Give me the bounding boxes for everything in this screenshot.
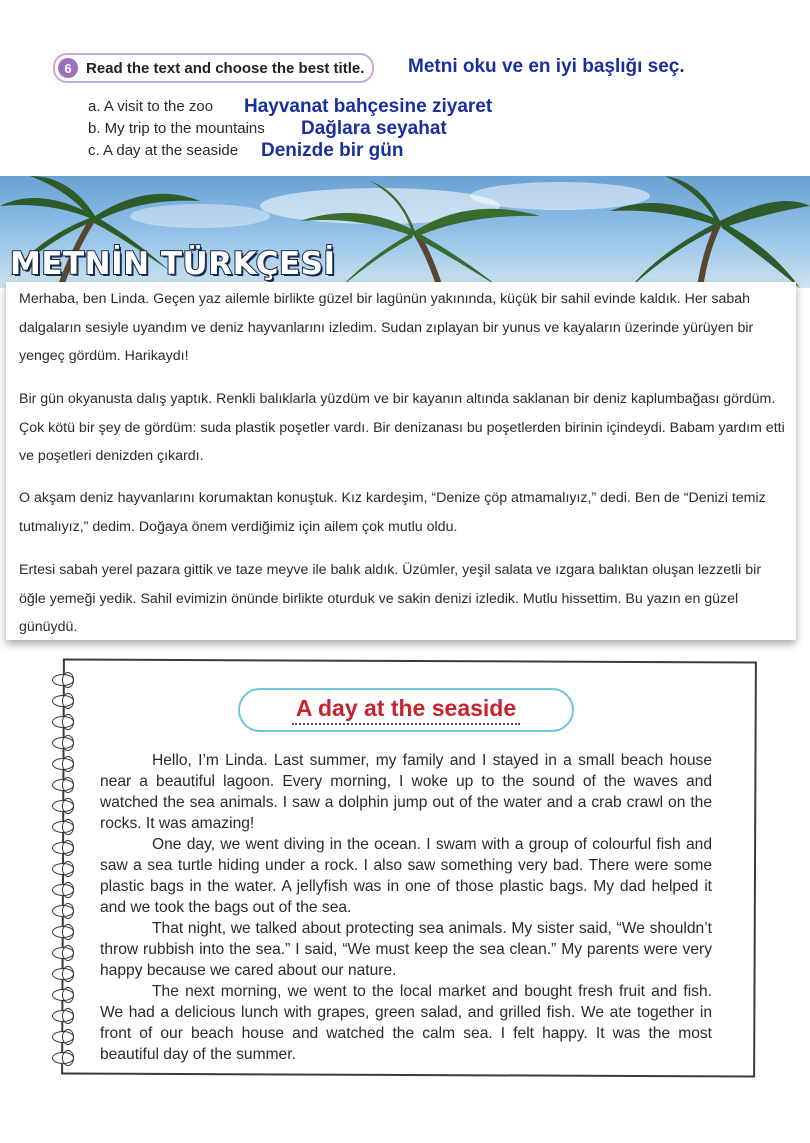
option-a[interactable]: a. A visit to the zoo — [88, 98, 214, 115]
banner-title: METNİN TÜRKÇESİ — [10, 246, 336, 282]
turkish-paragraph: Ertesi sabah yerel pazara gittik ve taze meyve ile balık aldık. Üzümler, yeşil salata ve ızgara balıktan oluşan lezzetli bir öğle yemeği yedik. Sahil evimizin önünde birlikte oturduk ve sakin denizi izledik. Mutlu hissettim. Bu yazın en güzel günüydü. — [19, 562, 762, 635]
turkish-paragraph: O akşam deniz hayvanlarını korumaktan konuştuk. Kız kardeşim, “Denize çöp atmamalıyız,” dedi. Ben de “Denizi temiz tutmalıyız,” dedim. Doğaya önem verdiğimiz için ailem çok mutlu oldu. — [19, 490, 766, 535]
option-b-translation: Dağlara seyahat — [301, 118, 447, 139]
question-instruction: Read the text and choose the best title. — [86, 59, 365, 77]
question-instruction-translation: Metni oku ve en iyi başlığı seç. — [408, 56, 685, 77]
english-paragraph: One day, we went diving in the ocean. I swam with a group of colourful fish and saw a sea turtle hiding under a rock. I also saw something very bad. There were some plastic bags in the water. A jellyfish was in one of those plastic bags. My dad helped it and we took the bags out of the sea. — [100, 836, 712, 916]
story-title-pill — [238, 688, 574, 732]
turkish-paragraph: Merhaba, ben Linda. Geçen yaz ailemle birlikte güzel bir lagünün yakınında, küçük bir sahil evinde kaldık. Her sabah dalgaların sesiyle uyandım ve deniz hayvanlarını izledim. Sudan zıplayan bir yunus ve kayaların üzerinde yürüyen bir yengeç gördüm. Harikaydı! — [19, 291, 754, 364]
question-number-badge: 6 — [58, 58, 78, 78]
turkish-paragraph: Bir gün okyanusta dalış yaptık. Renkli balıklarla yüzdüm ve bir kayanın altında saklanan bir deniz kaplumbağası gördüm. Çok kötü bir şey de gördüm: suda plastik poşetler vardı. Bir denizanası bu poşetlerden birinin içindeydi. Babam yardım etti ve poşetleri denizden çıkardı. — [19, 391, 785, 464]
option-a-translation: Hayvanat bahçesine ziyaret — [244, 96, 493, 117]
english-paragraph: Hello, I’m Linda. Last summer, my family and I stayed in a small beach house near a beautiful lagoon. Every morning, I woke up to the sound of the waves and watched the sea animals. I saw a dolphin jump out of the water and a crab crawl on the rocks. It was amazing! — [100, 752, 712, 832]
option-c[interactable]: c. A day at the seaside — [88, 142, 239, 159]
story-title: A day at the seaside — [292, 695, 520, 725]
option-b[interactable]: b. My trip to the mountains — [88, 120, 265, 137]
question-header — [53, 53, 374, 83]
option-c-translation: Denizde bir gün — [261, 140, 404, 161]
turkish-text-panel — [6, 282, 796, 640]
english-paragraph: That night, we talked about protecting sea animals. My sister said, “We shouldn’t throw rubbish into the sea.” I said, “We must keep the sea clean.” My parents were very happy because we cared about our nature. — [100, 920, 712, 979]
english-paragraph: The next morning, we went to the local market and bought fresh fruit and fish. We had a delicious lunch with grapes, green salad, and grilled fish. We ate together in front of our beach house and watched the calm sea. I felt happy. It was the most beautiful day of the summer. — [100, 983, 712, 1063]
